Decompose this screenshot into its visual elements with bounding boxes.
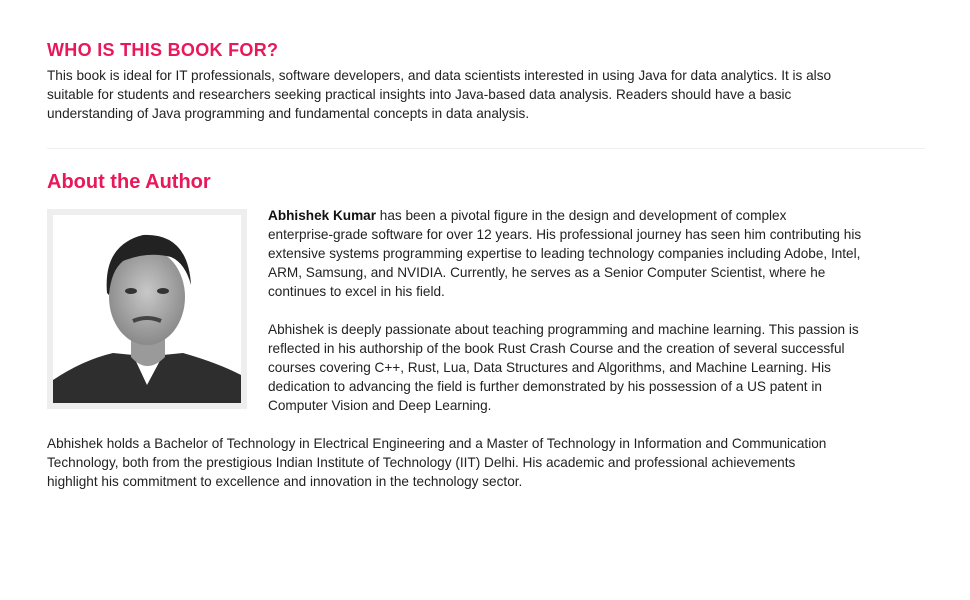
text-line: Abhishek is deeply passionate about teaching programming and machine learning. This passion is [268,322,859,337]
text-line: dedication to advancing the field is further demonstrated by his possession of a US patent in [268,379,822,394]
section-divider [47,148,925,149]
text-span: has been a pivotal figure in the design and development of complex [376,208,787,223]
text-line: Computer Vision and Deep Learning. [268,398,492,413]
text-line [268,206,861,225]
author-heading: About the Author [47,171,211,193]
author-bio-paragraph-1 [268,206,861,301]
audience-heading: WHO IS THIS BOOK FOR? [47,40,279,60]
text-line: courses covering C++, Rust, Lua, Data Structures and Algorithms, and Machine Learning. His [268,360,831,375]
text-line: highlight his commitment to excellence and innovation in the technology sector. [47,474,523,489]
text-line: This book is ideal for IT professionals, software developers, and data scientists interested in using Java for data analytics. It is also [47,68,832,83]
author-portrait-icon [53,215,241,403]
author-bio-paragraph-2 [268,320,859,415]
text-line: continues to excel in his field. [268,284,445,299]
text-line: suitable for students and researchers seeking practical insights into Java-based data analysis. Readers should have a basic [47,87,792,102]
author-bio-paragraph-3 [47,434,826,491]
author-photo [47,209,247,409]
text-line: reflected in his authorship of the book Rust Crash Course and the creation of several successful [268,341,845,356]
text-line: ARM, Samsung, and NVIDIA. Currently, he serves as a Senior Computer Scientist, where he [268,265,826,280]
audience-paragraph [47,66,831,123]
text-line: Technology, both from the prestigious Indian Institute of Technology (IIT) Delhi. His academic and professional achievements [47,455,796,470]
author-name: Abhishek Kumar [268,208,377,223]
text-line: Abhishek holds a Bachelor of Technology in Electrical Engineering and a Master of Technology in Information and Communication [47,436,827,451]
text-line: enterprise-grade software for over 12 years. His professional journey has seen him contributing his [268,227,862,242]
text-line: understanding of Java programming and fundamental concepts in data analysis. [47,106,530,121]
text-line: extensive systems programming expertise to leading technology companies including Adobe, Intel, [268,246,861,261]
